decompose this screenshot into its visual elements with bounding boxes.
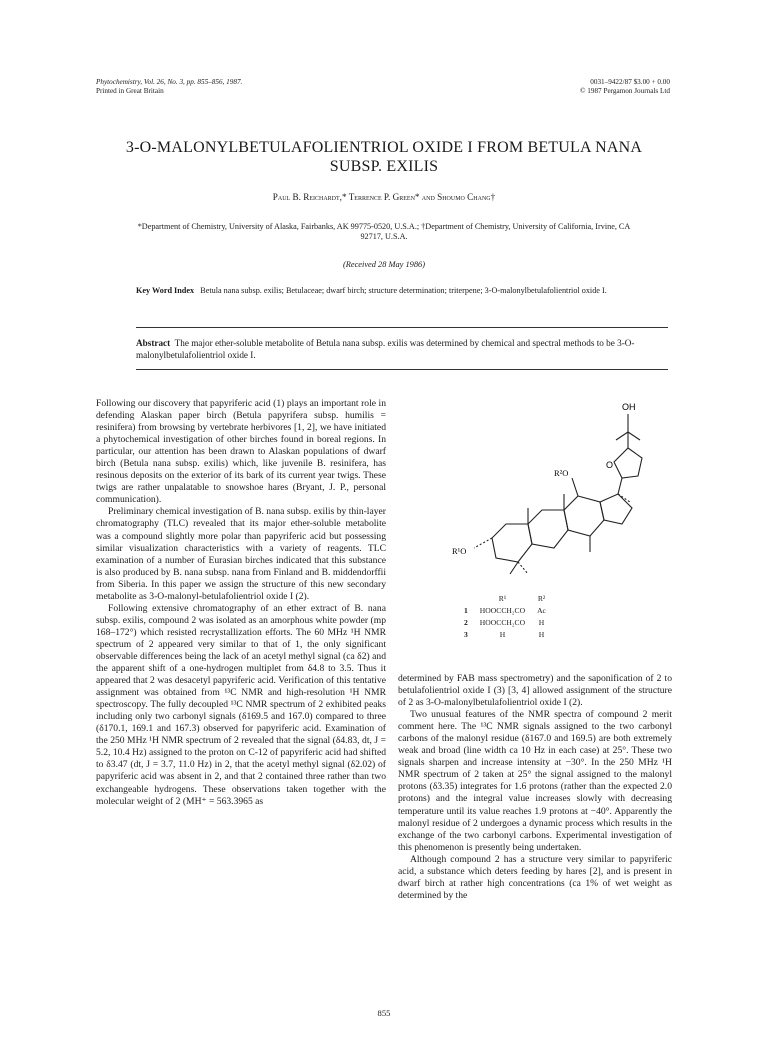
ring-o-label: O xyxy=(606,460,614,470)
r1o-label: R¹O xyxy=(452,546,467,556)
journal-citation: Phytochemistry, Vol. 26, No. 3, pp. 855–856, 1987. xyxy=(96,78,243,86)
table-header-cell xyxy=(458,592,474,604)
abstract-label: Abstract xyxy=(136,338,171,348)
rule-top xyxy=(136,327,668,328)
substituent-table xyxy=(458,592,552,640)
keywords xyxy=(136,286,636,297)
r1-value: HOOCCH₂CO xyxy=(479,617,526,627)
compound-number: 2 xyxy=(464,617,468,627)
table-row xyxy=(458,628,552,640)
rule-bottom xyxy=(136,369,668,370)
paragraph: Two unusual features of the NMR spectra of compound 2 merit comment here. The ¹³C NMR signals assigned to the two carbonyl carbons of the malonyl residue (δ167.0 and 169.5) are both extremely weak and broad (line width ca 10 Hz in each case) at 25°. These two signals sharpen and increase intensity at −30°. In the 250 MHz ¹H NMR spectrum of 2 taken at 25° the signal assigned to the malonyl protons (δ3.35) integrates for 1.6 protons (rather than the expected 2.0 protons) and the integral value increases slowly with decreasing temperature until its value reaches 1.9 protons at −40°. Apparently the malonyl residue of 2 undergoes a dynamic process which results in the exchange of the two carbonyl carbons. Experimental investigation of this phenomenon is presently being undertaken. xyxy=(398,709,672,853)
article-title xyxy=(80,138,688,176)
copyright-line: © 1987 Pergamon Journals Ltd xyxy=(580,87,670,95)
body-right-column xyxy=(398,673,672,902)
keywords-label: Key Word Index xyxy=(136,286,195,295)
printed-in: Printed in Great Britain xyxy=(96,87,164,95)
body-left-column xyxy=(96,398,386,808)
authors: Paul B. Reichardt,* Terrence P. Green* and Shoumo Chang† xyxy=(272,192,496,202)
copyright-header xyxy=(580,78,670,96)
abstract-text: The major ether-soluble metabolite of Betula nana subsp. exilis was determined by chemical and spectral methods to be 3-O-malonylbetulafolientriol oxide I. xyxy=(136,338,635,360)
r1-value: H xyxy=(499,629,506,639)
issn-code: 0031–9422/87 $3.00 + 0.00 xyxy=(590,78,670,86)
table-row xyxy=(458,604,552,616)
keywords-text: Betula nana subsp. exilis; Betulaceae; dwarf birch; structure determination; triterpene; 3-O-malonylbetulafolientriol oxide I. xyxy=(200,286,607,295)
table-header-row xyxy=(458,592,552,604)
r1-value: HOOCCH₂CO xyxy=(479,605,526,615)
affiliation: *Department of Chemistry, University of Alaska, Fairbanks, AK 99775-0520, U.S.A.; †Department of Chemistry, University of California, Irvine, CA 92717, U.S.A. xyxy=(137,222,631,241)
page-number: 855 xyxy=(377,1008,391,1018)
paragraph: Preliminary chemical investigation of B. nana subsp. exilis by thin-layer chromatography (TLC) revealed that its major ether-soluble metabolite was a compound slightly more polar than papyriferic acid but possessing similar visualization characteristics with a variety of reagents. TLC examination of a number of Eurasian birches indicated that this substance is also produced by B. nana subsp. nana from Finland and B. middendorffii from Siberia. In this paper we assign the structure of this new secondary metabolite as 3-O-malonyl-betulafolientriol oxide I (2). xyxy=(96,506,386,602)
paragraph: Although compound 2 has a structure very similar to papyriferic acid, a substance which deters feeding by hares [2], and is present in dwarf birch at rather high concentrations (ca 1% of wet weight as determined by the xyxy=(398,853,672,901)
oh-label: OH xyxy=(622,402,636,412)
r2o-label: R²O xyxy=(554,468,569,478)
chemical-structure xyxy=(450,398,680,588)
abstract xyxy=(136,338,666,361)
table-header-cell: R¹ xyxy=(498,593,507,603)
r2-value: H xyxy=(538,617,545,627)
paragraph: Following our discovery that papyriferic acid (1) plays an important role in defending Alaskan paper birch (Betula papyrifera subsp. humilis = resinifera) from browsing by vertebrate herbivores [1, 2], we have initiated a phytochemical investigation of other birches found in boreal regions. In particular, our attention has been drawn to Alaskan populations of dwarf birch (Betula nana subsp. exilis) which, like juvenile B. resinifera, has resinous deposits on the exterior of its bark of its current year twigs. These twigs are rather unpalatable to snowshoe hares (Bryant, J. P., personal communication). xyxy=(96,398,386,506)
table-row xyxy=(458,616,552,628)
compound-number: 1 xyxy=(464,605,468,615)
paragraph: Following extensive chromatography of an ether extract of B. nana subsp. exilis, compound 2 was isolated as an amorphous white powder (mp 168–172°) which resisted recrystallization efforts. The 60 MHz ¹H NMR spectrum of 2 appeared very similar to that of 1, the only significant observable differences being the lack of an acetyl methyl signal (ca δ2) and the apparent shift of a one-hydrogen multiplet from δ4.8 to 3.5. Thus it appeared that 2 was desacetyl papyriferic acid. Verification of this tentative assignment was obtained from ¹³C NMR and high-resolution ¹H NMR spectroscopy. The fully decoupled ¹³C NMR spectrum of 2 exhibited peaks including only two carbonyl signals (δ169.5 and 167.0) compared to three (δ170.1, 169.1 and 167.3) observed for papyriferic acid. Examination of the 250 MHz ¹H NMR spectrum of 2 revealed that the signal (δ4.83, dt, J = 5.2, 10.4 Hz) assigned to the proton on C-12 of papyriferic acid had shifted to δ3.47 (dt, J = 3.7, 11.0 Hz) in 2, that the acetyl methyl signal (δ2.02) of papyriferic acid was absent in 2, and that 2 contained three rather than two exchangeable hydrogens. These observations taken together with the molecular weight of 2 (MH⁺ = 563.3965 as xyxy=(96,602,386,807)
journal-header xyxy=(96,78,242,96)
title-line-1: 3-O-MALONYLBETULAFOLIENTRIOL OXIDE I FROM BETULA NANA xyxy=(125,139,643,156)
table-header-cell: R² xyxy=(537,593,546,603)
received-date: (Received 28 May 1986) xyxy=(342,260,426,269)
compound-number: 3 xyxy=(464,629,468,639)
paragraph: determined by FAB mass spectrometry) and the saponification of 2 to betulafolientriol oxide I (3) [3, 4] allowed assignment of the structure of 2 as 3-O-malonylbetulafolientriol oxide I (2). xyxy=(398,673,672,709)
r2-value: Ac xyxy=(537,605,546,615)
title-line-2: SUBSP. EXILIS xyxy=(329,158,439,175)
r2-value: H xyxy=(538,629,545,639)
